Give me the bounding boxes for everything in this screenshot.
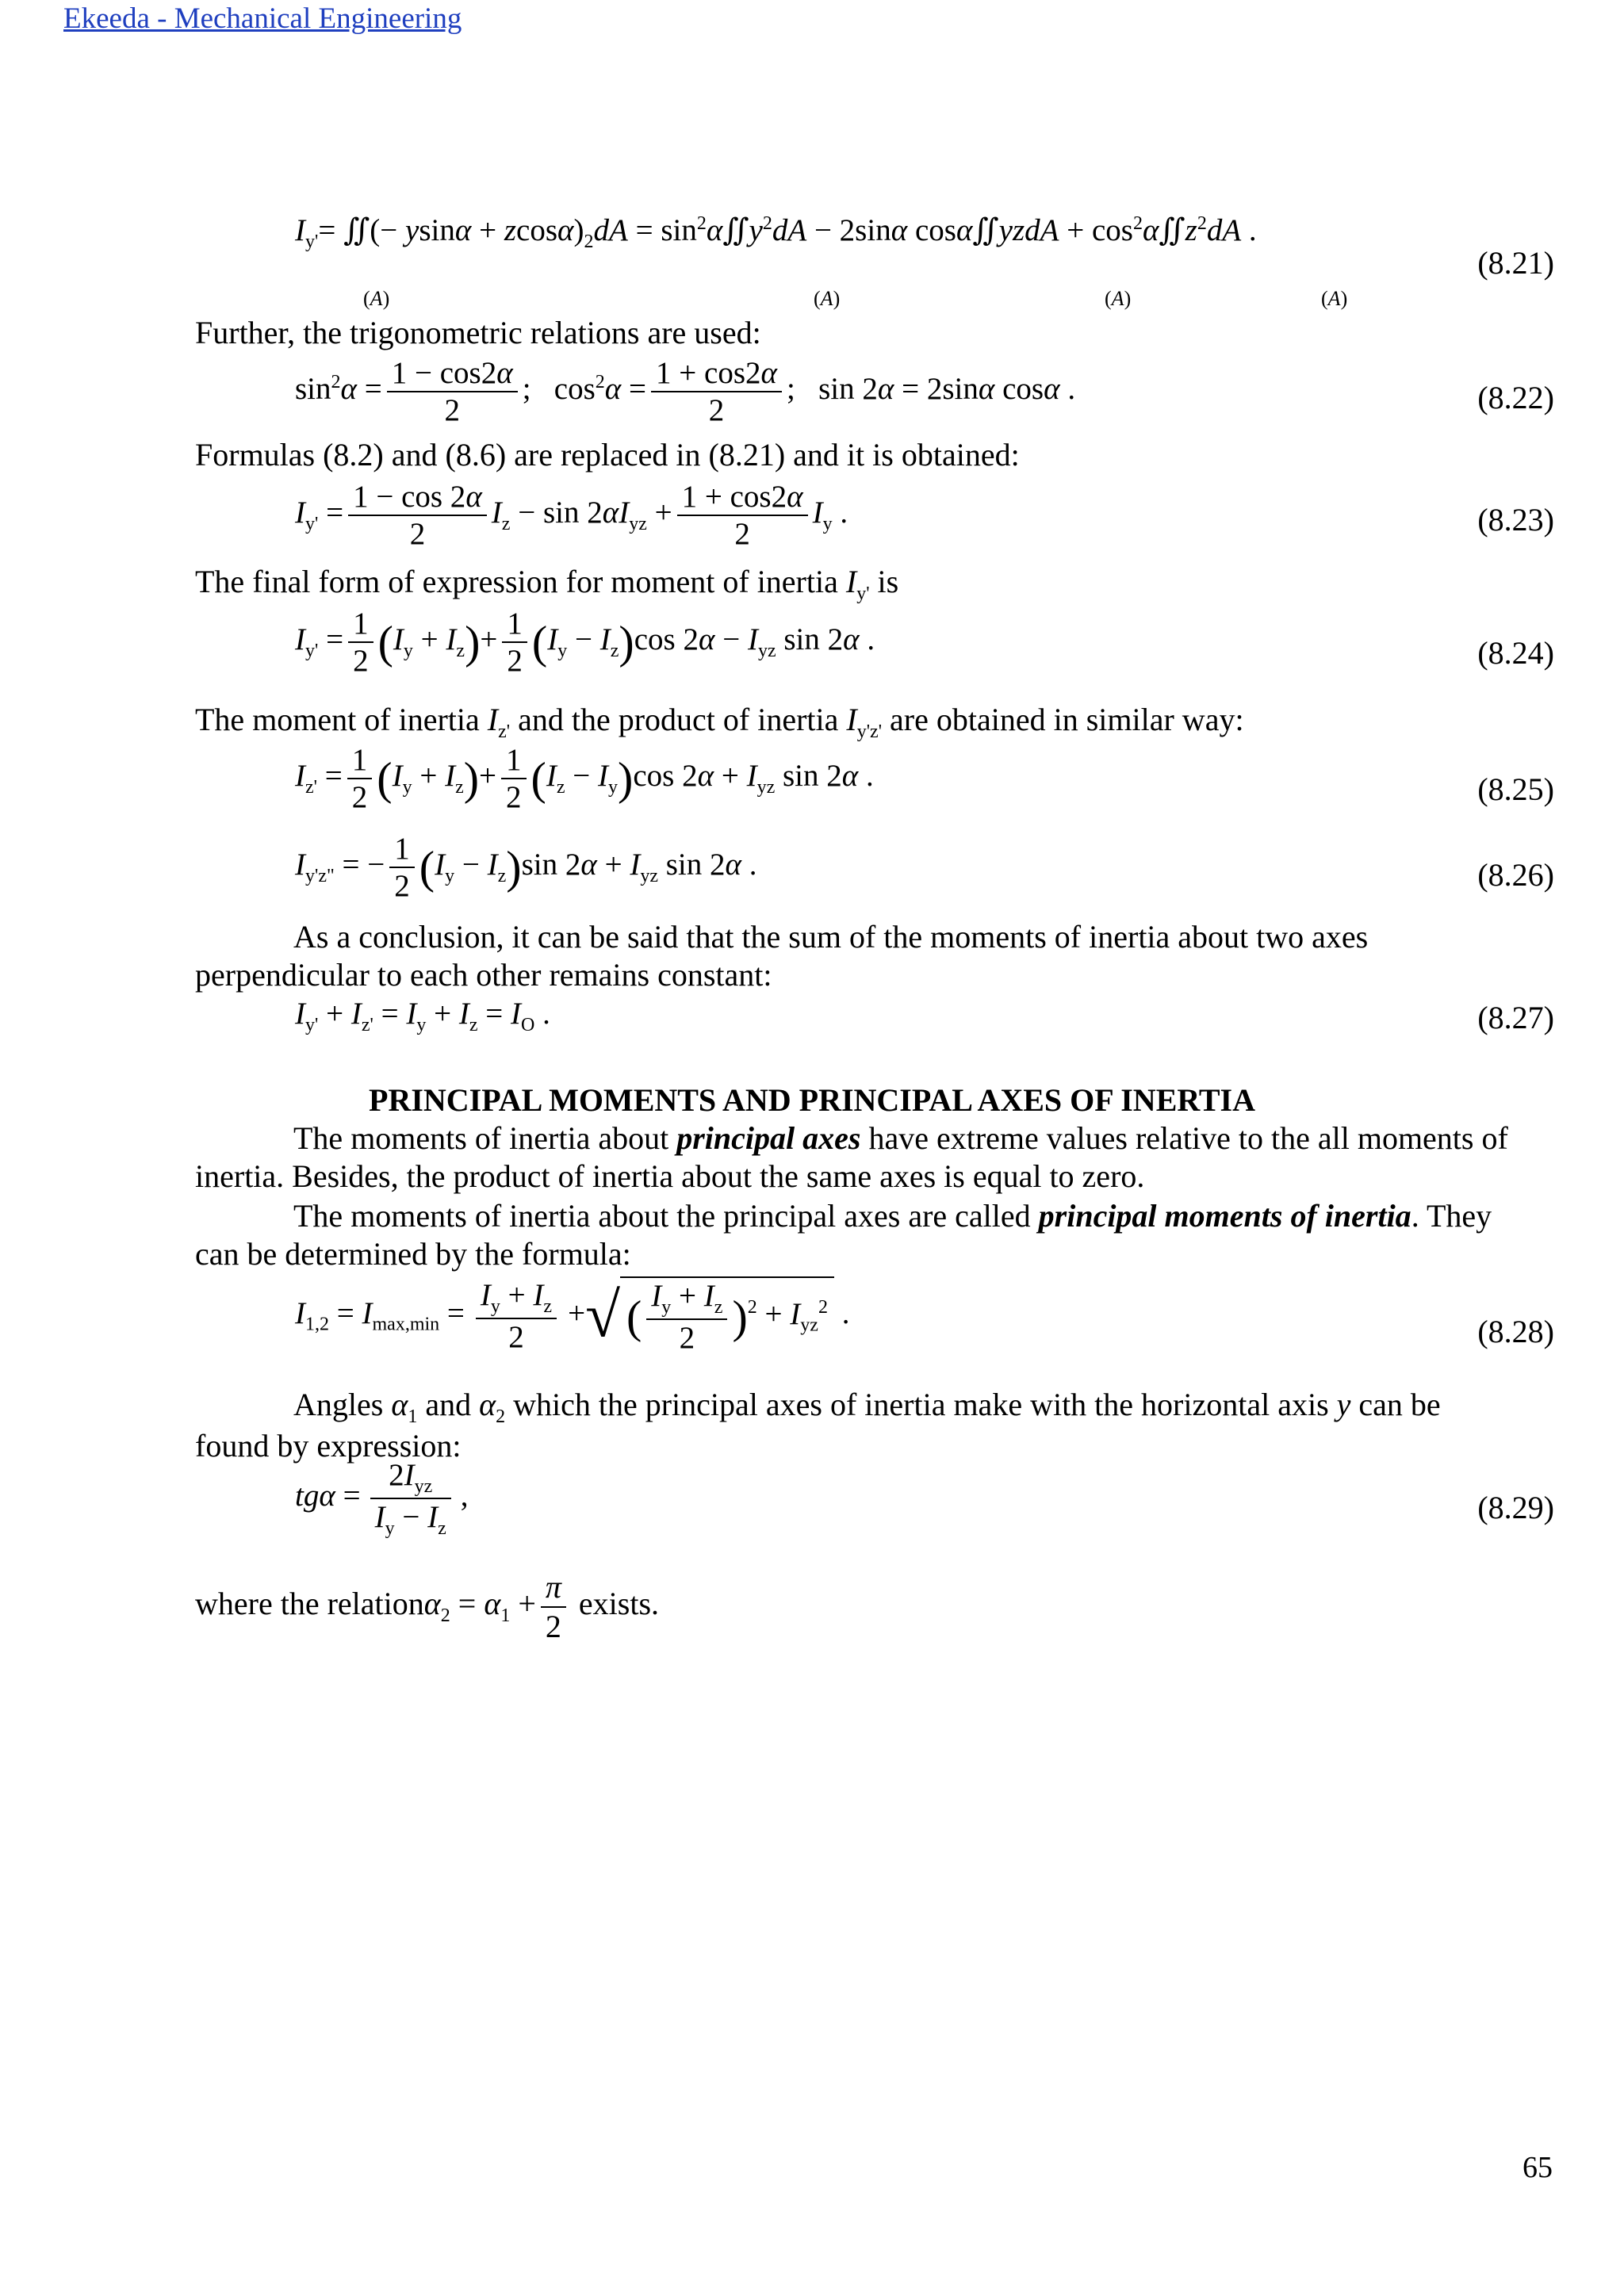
equation-8-24: $I_{y'}$ = $\frac{1}{2}$ $(I_y + I_z)+$ $\frac{1}{2}$ $(I_y - I_z)\cos$ $2\alpha - I_{yz}$ sin 2α . (295, 607, 875, 678)
pa-text-bold: principal axes (676, 1120, 861, 1156)
paragraph-principal-axes-2: inertia. Besides, the product of inertia about the same axes is equal to zero. (195, 1158, 1145, 1194)
section-heading: PRINCIPAL MOMENTS AND PRINCIPAL AXES OF INERTIA (369, 1082, 1255, 1118)
paragraph-final-form: The final form of expression for moment of inertia $I_{y'}$ is (195, 564, 899, 604)
paragraph-principal-axes-1 (293, 1119, 1508, 1158)
equation-8-25: $I_{z'}$ = $\frac{1}{2}$ $(I_y + I_z)+$ $\frac{1}{2}$ $(I_z - I_y)\cos$ $2\alpha + I_{yz}$ sin 2α . (295, 743, 874, 814)
equation-number: (8.29) (1477, 1490, 1554, 1525)
equation-number: (8.27) (1477, 1000, 1554, 1035)
final-form-text: The final form of expression for moment of inertia (195, 564, 838, 599)
equation-number: (8.28) (1477, 1314, 1554, 1349)
equation-number: (8.26) (1477, 857, 1554, 893)
equation-number: (8.24) (1477, 635, 1554, 671)
paragraph-trig-relations: Further, the trigonometric relations are used: (195, 315, 761, 350)
equation-8-27: $I_{y'} + I_{z'} = I_y + I_z = I_O$ . (295, 997, 550, 1035)
paragraph-angles-2: found by expression: (195, 1428, 462, 1464)
angles-text-a: Angles (293, 1387, 384, 1422)
paragraph-conclusion-1: As a conclusion, it can be said that the sum of the moments of inertia about two axes (293, 919, 1369, 955)
pm-text-c: . They (1411, 1198, 1492, 1234)
equation-8-22: $\sin^2\alpha$ = $\frac{1 - \cos 2\alpha}{2}$ ; $\cos^2\alpha$ = $\frac{1 + \cos 2\alpha}{2}$ ; sin 2α = 2sinα cosα . (295, 356, 1076, 427)
pa-text-c: have extreme values relative to the all moments of (868, 1120, 1508, 1156)
paragraph-moment-similar: The moment of inertia $I_{z'}$ and the product of inertia $I_{y'z'}$ are obtained in similar way: (195, 702, 1244, 742)
paragraph-conclusion-2: perpendicular to each other remains constant: (195, 957, 772, 993)
where-text-a: where the relation (195, 1586, 424, 1622)
moment-text-c: are obtained in similar way: (890, 702, 1244, 737)
equation-8-21: $I_{y'}=$ ∬(− $ysin\alpha + zcos\alpha)_2dA$ = $\sin^2\alpha∬y^2dA - 2\sin\alpha$ cosα∬yzdA + $\cos^2\alpha∬z^2dA$ . (295, 213, 1257, 252)
equation-number: (8.25) (1477, 771, 1554, 807)
pm-text-bold: principal moments of inertia (1038, 1198, 1411, 1234)
equation-number: (8.21) (1477, 245, 1554, 281)
paragraph-principal-moments-2: can be determined by the formula: (195, 1236, 631, 1272)
page-number: 65 (1522, 2151, 1553, 2184)
paragraph-where-relation: where the relationα$_2$ = $\alpha_1$ + $\frac{\pi}{2}$ exists. (195, 1569, 660, 1644)
equation-number: (8.22) (1477, 380, 1554, 415)
pm-text-a: The moments of inertia about the principal axes are called (293, 1198, 1031, 1234)
angles-text-b: and (425, 1387, 472, 1422)
angles-text-d: can be (1358, 1387, 1441, 1422)
moment-text-b: and the product of inertia (518, 702, 839, 737)
angles-text-c: which the principal axes of inertia make with the horizontal axis (513, 1387, 1329, 1422)
paragraph-principal-moments-1 (293, 1197, 1492, 1235)
header-link[interactable]: Ekeeda - Mechanical Engineering (63, 2, 462, 35)
paragraph-formulas-replaced: Formulas (8.2) and (8.6) are replaced in (8.21) and it is obtained: (195, 437, 1020, 473)
equation-8-23: $I_{y'}$ = $\frac{1 - \cos 2\alpha}{2}$ $I_z - \sin 2\alpha I_{yz}$ + $\frac{1 + \cos 2\alpha}{2}$ $I_y$ . (295, 480, 848, 551)
moment-text-a: The moment of inertia (195, 702, 480, 737)
equation-number: (8.23) (1477, 502, 1554, 538)
paragraph-angles-1: Angles $\alpha_1$ and $\alpha_2$ which the principal axes of inertia make with the horizontal axis y can be (293, 1387, 1441, 1427)
final-form-is: is (877, 564, 899, 599)
where-text-b: exists. (578, 1586, 660, 1622)
equation-8-26: $I_{y'z"}$ = − $\frac{1}{2}$ $(I_y - I_z)\sin$ $2\alpha + I_{yz}$ sin 2α . (295, 832, 757, 903)
equation-8-28: $I_{1,2} = I_{max,min}$ = $\frac{I_y + I_z}{2}$ +√ ( $\frac{I_y + I_z}{2}$ )$^2 + I_{yz}^2$ . (295, 1278, 850, 1355)
pa-text-a: The moments of inertia about (293, 1120, 669, 1156)
equation-8-29: tgα = $\frac{2I_{yz}}{I_y - I_z}$ , (295, 1458, 469, 1539)
